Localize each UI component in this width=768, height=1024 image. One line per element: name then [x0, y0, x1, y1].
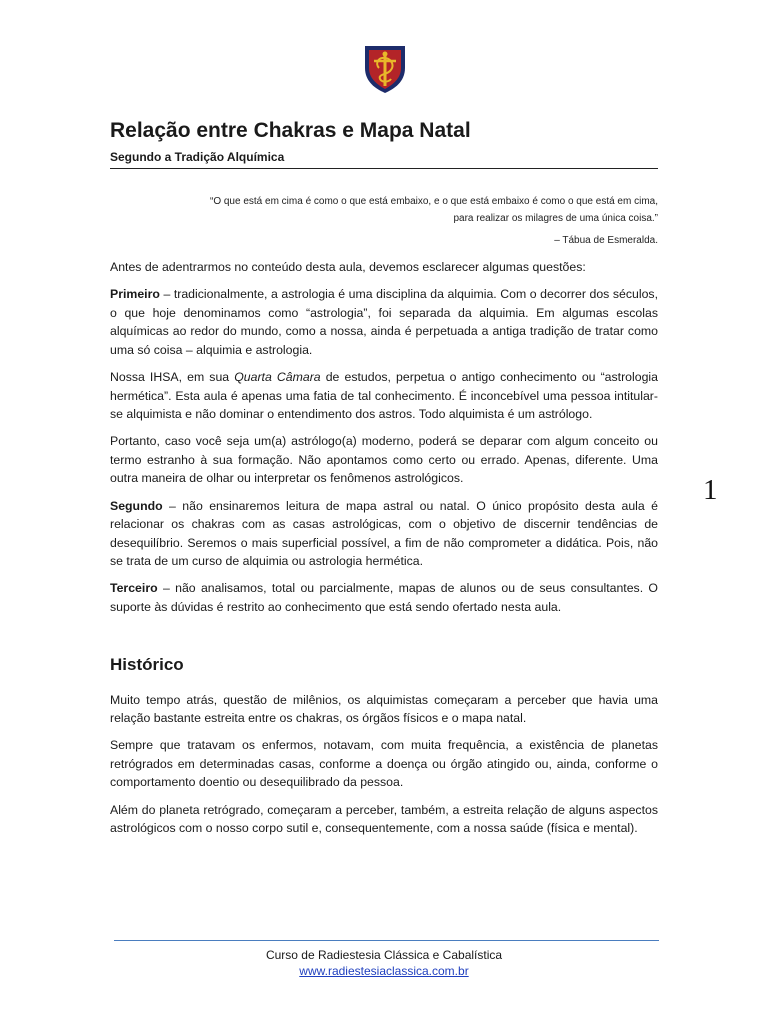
epigraph-quote	[110, 193, 658, 227]
terceiro-text: – não analisamos, total ou parcialmente, mapas de alunos ou de seus consultantes. O suporte às dúvidas é restrito ao conhecimento que está sendo ofertado nesta aula.	[110, 581, 658, 614]
primeiro-label: Primeiro	[110, 287, 160, 302]
footer-course-name: Curso de Radiestesia Clássica e Cabalística	[265, 948, 503, 962]
segundo-paragraph	[110, 497, 658, 571]
intro-paragraph: Antes de adentrarmos no conteúdo desta aula, devemos esclarecer algumas questões:	[110, 260, 586, 274]
page-number: 1	[703, 474, 718, 506]
segundo-text: – não ensinaremos leitura de mapa astral ou natal. O único propósito desta aula é relacionar os chakras com as casas astrológicas, com o objetivo de discernir tendências de desequilíbrio. Seremos o mais superficial possível, a fim de não comprometer a didática. Pois, não se trata de um curso de alquimia ou astrologia hermética.	[110, 498, 658, 569]
portanto-paragraph: Portanto, caso você seja um(a) astrólogo(a) moderno, poderá se deparar com algum conceito ou termo estranho à sua formação. Não apontamos como certo ou errado. Apenas, diferente. Uma outra maneira de olhar ou interpretar os fenômenos astrológicos.	[110, 434, 658, 486]
primeiro-text: – tradicionalmente, a astrologia é uma disciplina da alquimia. Com o decorrer dos séculos, o que hoje denominamos como “astrologia”, foi separada da alquimia. Em algumas escolas alquímicas ao redor do mundo, como a nossa, ainda é perpetuada a antiga tradição de tratar como uma só coisa – alquimia e astrologia.	[110, 287, 658, 357]
shield-logo-icon	[364, 44, 406, 94]
quote-line-2: para realizar os milagres de uma única coisa.”	[453, 213, 658, 224]
document-content	[110, 116, 658, 846]
historico-paragraph-3: Além do planeta retrógrado, começaram a perceber, também, a estreita relação de alguns aspectos astrológicos com o nosso corpo sutil e, consequentemente, com a nossa saúde (física e mental).	[110, 802, 658, 836]
ihsa-italic: Quarta Câmara	[234, 369, 321, 384]
footer-divider	[114, 940, 659, 941]
page-subtitle: Segundo a Tradição Alquímica	[110, 149, 658, 169]
historico-paragraph-2: Sempre que tratavam os enfermos, notavam, com muita frequência, a existência de planetas retrógrados em determinadas casas, conforme a doença ou órgão atingido ou, ainda, conforme o comportamento doentio ou desequilibrado da pessoa.	[110, 738, 658, 790]
page-footer	[110, 947, 658, 979]
terceiro-paragraph	[110, 579, 658, 616]
ihsa-paragraph	[110, 368, 658, 424]
ihsa-text-after: de estudos, perpetua o antigo conhecimento ou “astrologia hermética”. Esta aula é apenas uma fatia de tal conhecimento. É inconcebível uma pessoa intitular-se alquimista e não dominar o entendimento dos astros. Todo alquimista é um astrólogo.	[110, 369, 658, 422]
terceiro-label: Terceiro	[110, 581, 158, 596]
historico-heading: Histórico	[110, 654, 184, 674]
quote-line-1: “O que está em cima é como o que está embaixo, e o que está embaixo é como o que está em cima,	[209, 196, 658, 207]
primeiro-paragraph	[110, 285, 658, 359]
footer-website-link[interactable]: www.radiestesiaclassica.com.br	[299, 964, 469, 978]
historico-paragraph-1: Muito tempo atrás, questão de milênios, os alquimistas começaram a perceber que havia uma relação bastante estreita entre os chakras, os órgãos físicos e o mapa natal.	[110, 692, 658, 726]
quote-attribution: – Tábua de Esmeralda.	[554, 235, 658, 246]
ihsa-text-before: Nossa IHSA, em sua	[110, 369, 235, 384]
page-title: Relação entre Chakras e Mapa Natal	[110, 119, 471, 142]
segundo-label: Segundo	[110, 498, 163, 513]
